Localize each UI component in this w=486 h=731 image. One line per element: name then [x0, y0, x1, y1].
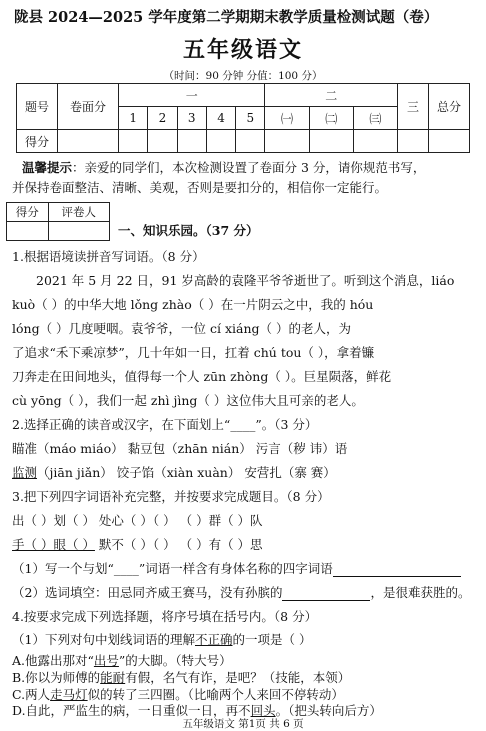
score-cell[interactable]	[265, 130, 309, 153]
grader-score-cell[interactable]	[7, 222, 49, 241]
section-one-heading: 一、知识乐园。（37 分）	[118, 223, 259, 238]
section-three-header: 三	[398, 84, 429, 130]
score-cell[interactable]	[309, 130, 353, 153]
page-footer: 五年级语文 第1页 共 6 页	[182, 718, 304, 730]
q3-stem: 3.把下列四字词语补充完整，并按要求完成题目。（8 分）	[12, 489, 330, 504]
answer-blank[interactable]	[333, 561, 461, 577]
answer-blank[interactable]	[282, 585, 370, 601]
total-header: 总分	[429, 84, 470, 130]
grader-box	[6, 202, 110, 241]
q1-stem: 1.根据语境读拼音写词语。（8 分）	[12, 249, 205, 264]
q1-line: cù yōng（ ），我们一起 zhì jìng（ ）这位伟大且可亲的老人。	[12, 393, 364, 408]
q4-stem: 4.按要求完成下列选择题，将序号填在括号内。（8 分）	[12, 609, 318, 624]
q1-line: 2021 年 5 月 22 日，91 岁高龄的袁隆平爷爷逝世了。听到这个消息，liáo	[36, 273, 455, 288]
q1-line: kuò（ ）的中华大地 lǒng zhào（ ）在一片阴云之中，我的 hóu	[12, 297, 374, 312]
score-cell[interactable]	[236, 130, 265, 153]
exam-title: 陇县 2024—2025 学年度第二学期期末教学质量检测试题（卷）	[14, 9, 439, 26]
score-cell[interactable]	[206, 130, 235, 153]
grader-name-cell[interactable]	[48, 222, 109, 241]
sub-col: 1	[119, 107, 148, 130]
tip-line-2: 并保持卷面整洁、清晰、美观，否则是要扣分的，相信你一定能行。	[12, 180, 388, 195]
sub-col: ㈢	[353, 107, 397, 130]
time-score-info: （时间：90 分钟 分值：100 分）	[163, 70, 323, 82]
q2-stem: 2.选择正确的读音或汉字，在下面划上“____”。（3 分）	[12, 417, 318, 432]
grader-score-label: 得分	[7, 203, 49, 222]
q4-option-a: A.他露出那对“出号”的大脚。（特大号）	[12, 653, 232, 668]
q4-option-c: C.两人走马灯似的转了三四圈。（比喻两个人来回不停转动）	[12, 687, 344, 702]
q1-line: 刀奔走在田间地头，值得每一个人 zūn zhòng（ ）。巨星陨落，鲜花	[12, 369, 392, 384]
section-two-header: 二	[265, 84, 398, 107]
q3-sub1: （1）写一个与划“____”词语一样含有身体名称的四字词语	[12, 559, 461, 577]
sub-col: 5	[236, 107, 265, 130]
tip-line-1: 温馨提示：亲爱的同学们，本次检测设置了卷面分 3 分，请你规范书写，	[22, 160, 426, 175]
q2-line: 监测（jiān jiǎn） 饺子馅（xiàn xuàn） 安营扎（寨 赛）	[12, 465, 336, 480]
score-cell[interactable]	[119, 130, 148, 153]
question-label: 题号	[17, 84, 58, 130]
sub-col: ㈠	[265, 107, 309, 130]
score-cell[interactable]	[58, 130, 119, 153]
score-cell[interactable]	[398, 130, 429, 153]
section-one-header: 一	[119, 84, 265, 107]
score-cell[interactable]	[177, 130, 206, 153]
q4-option-d: D.自此，严监生的病，一日重似一日，再不回头。（把头转向后方）	[12, 703, 382, 718]
tip-label: 温馨提示	[22, 160, 73, 175]
score-row-label: 得分	[17, 130, 58, 153]
q3-line: 出（ ）划（ ） 处心（ ）（ ） （ ）群（ ）队	[12, 513, 263, 528]
paper-score-label: 卷面分	[58, 84, 119, 130]
q3-line: 手（ ）眼（ ） 默不（ ）（ ） （ ）有（ ）思	[12, 537, 263, 552]
q1-line: lóng（ ）几度哽咽。袁爷爷，一位 cí xiáng（ ）的老人，为	[12, 321, 352, 336]
q4-sub1: （1）下列对句中划线词语的理解不正确的一项是（ ）	[12, 632, 312, 647]
sub-col: 3	[177, 107, 206, 130]
score-cell[interactable]	[429, 130, 470, 153]
subject-title: 五年级语文	[182, 37, 303, 63]
q2-line: 瞄准（máo miáo） 黏豆包（zhān nián） 污言（秽 讳）语	[12, 441, 348, 456]
sub-col: 2	[148, 107, 177, 130]
q3-sub2: （2）选词填空：田忌同齐威王赛马，没有孙膑的 ，是很难获胜的。	[12, 585, 471, 600]
sub-col: ㈡	[309, 107, 353, 130]
score-cell[interactable]	[148, 130, 177, 153]
sub-col: 4	[206, 107, 235, 130]
score-table	[16, 83, 470, 153]
score-cell[interactable]	[353, 130, 397, 153]
q1-line: 了追求“禾下乘凉梦”，几十年如一日，扛着 chú tou（ ），拿着镰	[12, 345, 375, 360]
q4-option-b: B.你以为师傅的能耐有假，名气有诈，是吧？（技能，本领）	[12, 670, 351, 685]
grader-label: 评卷人	[48, 203, 109, 222]
